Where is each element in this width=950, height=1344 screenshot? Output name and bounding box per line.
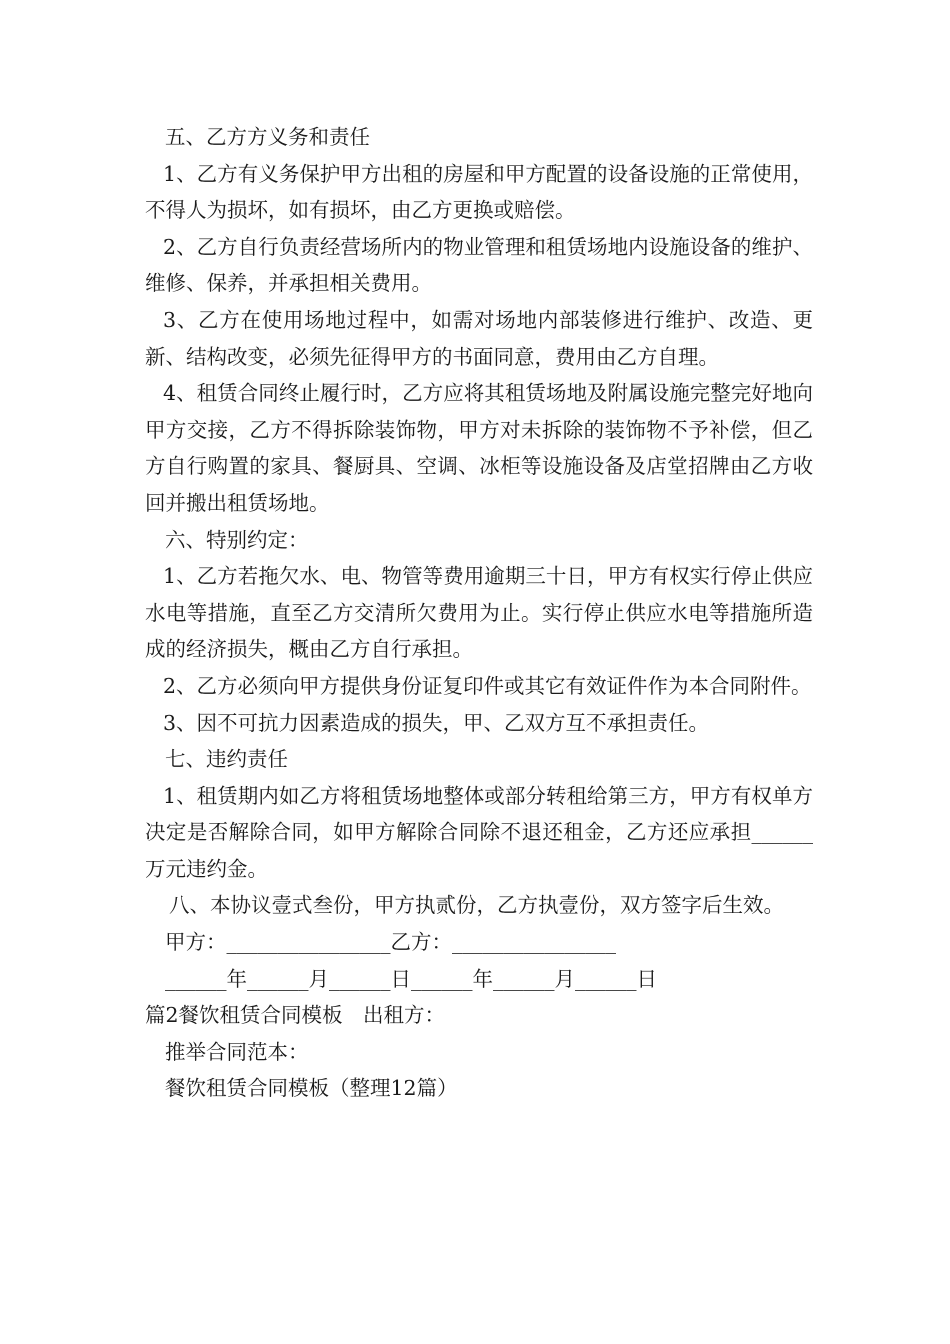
recommend-link[interactable]: 餐饮租赁合同模板（整理12篇） xyxy=(165,1076,458,1101)
clause-8: 八、本协议壹式叁份，甲方执贰份，乙方执壹份，双方签字后生效。 xyxy=(169,893,784,918)
clause-5-2: 2、乙方自行负责经营场所内的物业管理和租赁场地内设施设备的维护、维修、保养，并承担相关费用。 xyxy=(145,234,813,296)
clause-7-1: 1、租赁期内如乙方将租赁场地整体或部分转租给第三方，甲方有权单方决定是否解除合同，如甲方解除合同除不退还租金，乙方还应承担______万元违约金。 xyxy=(145,783,813,881)
date-line: ______年______月______日______年______月______日 xyxy=(165,966,657,991)
clause-5-3: 3、乙方在使用场地过程中，如需对场地内部装修进行维护、改造、更新、结构改变，必须先征得甲方的书面同意，费用由乙方自理。 xyxy=(145,307,813,369)
document-body xyxy=(145,119,813,1107)
clause-5-1: 1、乙方有义务保护甲方出租的房屋和甲方配置的设备设施的正常使用，不得人为损坏，如有损坏，由乙方更换或赔偿。 xyxy=(145,161,813,223)
section-heading-5: 五、乙方方义务和责任 xyxy=(165,125,370,149)
clause-6-3: 3、因不可抗力因素造成的损失，甲、乙双方互不承担责任。 xyxy=(163,710,710,735)
section-heading-6: 六、特别约定： xyxy=(165,527,309,552)
clause-6-1: 1、乙方若拖欠水、电、物管等费用逾期三十日，甲方有权实行停止供应水电等措施，直至乙方交清所欠费用为止。实行停止供应水电等措施所造成的经济损失，概由乙方自行承担。 xyxy=(145,564,813,662)
clause-6-2: 2、乙方必须向甲方提供身份证复印件或其它有效证件作为本合同附件。 xyxy=(163,673,812,698)
next-article-heading: 篇2餐饮租赁合同模板 出租方： xyxy=(145,1003,446,1028)
signature-line: 甲方：________________乙方：________________ xyxy=(165,930,616,955)
recommend-label: 推举合同范本： xyxy=(165,1039,309,1064)
clause-5-4: 4、租赁合同终止履行时，乙方应将其租赁场地及附属设施完整完好地向甲方交接，乙方不得拆除装饰物，甲方对未拆除的装饰物不予补偿，但乙方自行购置的家具、餐厨具、空调、冰柜等设施设备及店堂招牌由乙方收回并搬出租赁场地。 xyxy=(145,381,813,515)
section-heading-7: 七、违约责任 xyxy=(165,747,288,772)
